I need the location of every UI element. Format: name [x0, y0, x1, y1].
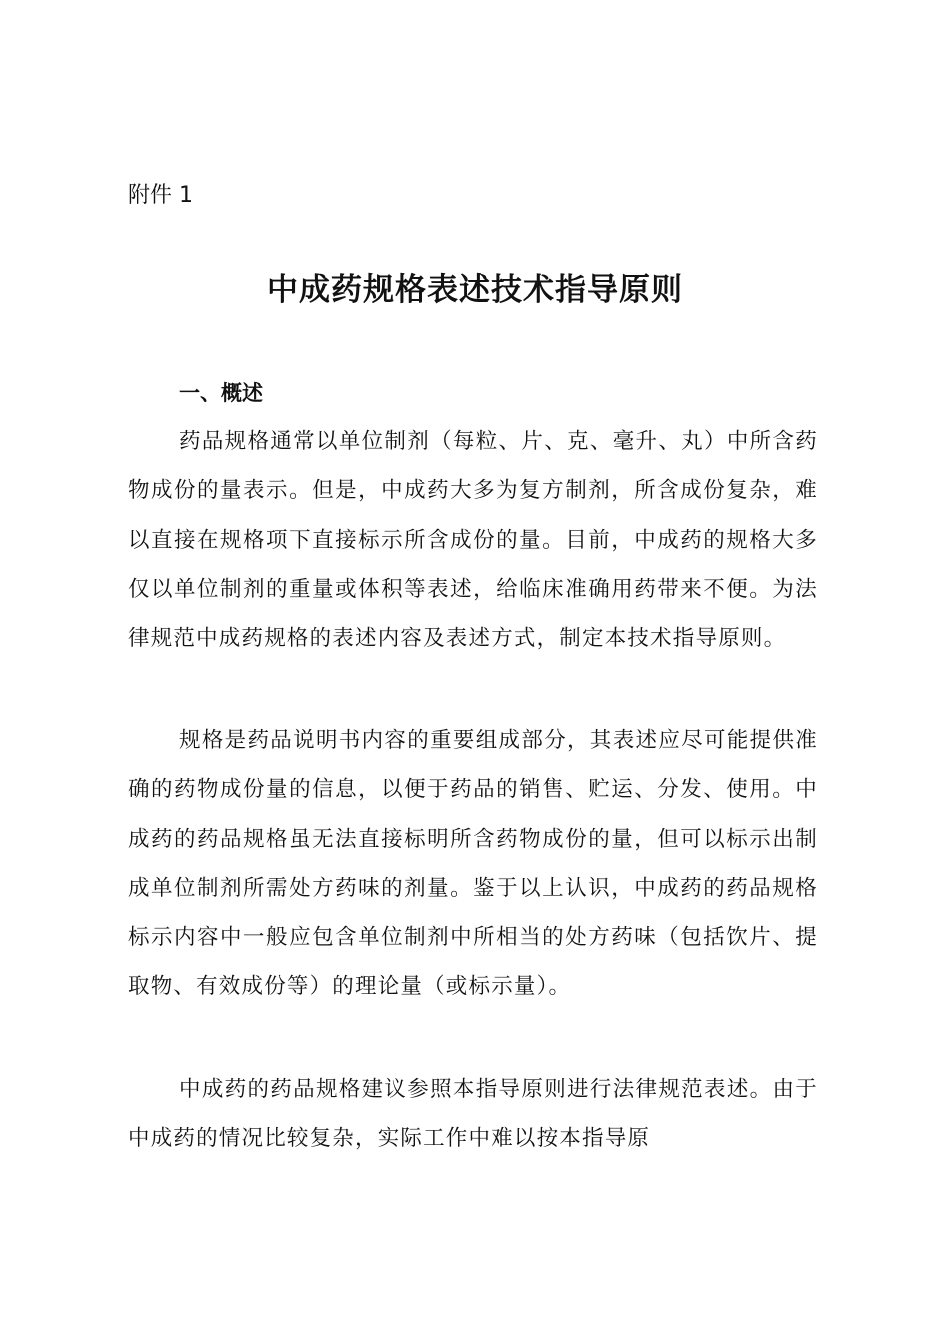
- paragraph-2: 规格是药品说明书内容的重要组成部分，其表述应尽可能提供准确的药物成份量的信息，以便于药品的销售、贮运、分发、使用。中成药的药品规格虽无法直接标明所含药物成份的量，但可以标示出制成单位制剂所需处方药味的剂量。鉴于以上认识，中成药的药品规格标示内容中一般应包含单位制剂中所相当的处方药味（包括饮片、提取物、有效成份等）的理论量（或标示量）。: [128, 728, 818, 1000]
- paragraph-3: 中成药的药品规格建议参照本指导原则进行法律规范表述。由于中成药的情况比较复杂，实际工作中难以按本指导原: [128, 1077, 818, 1152]
- section-heading: 一、概述: [179, 381, 263, 405]
- document-title: 中成药规格表述技术指导原则: [267, 272, 683, 308]
- paragraph-1: 药品规格通常以单位制剂（每粒、片、克、毫升、丸）中所含药物成份的量表示。但是，中成药大多为复方制剂，所含成份复杂，难以直接在规格项下直接标示所含成份的量。目前，中成药的规格大多仅以单位制剂的重量或体积等表述，给临床准确用药带来不便。为法律规范中成药规格的表述内容及表述方式，制定本技术指导原则。: [128, 429, 818, 652]
- attachment-label: 附件 1: [128, 183, 193, 208]
